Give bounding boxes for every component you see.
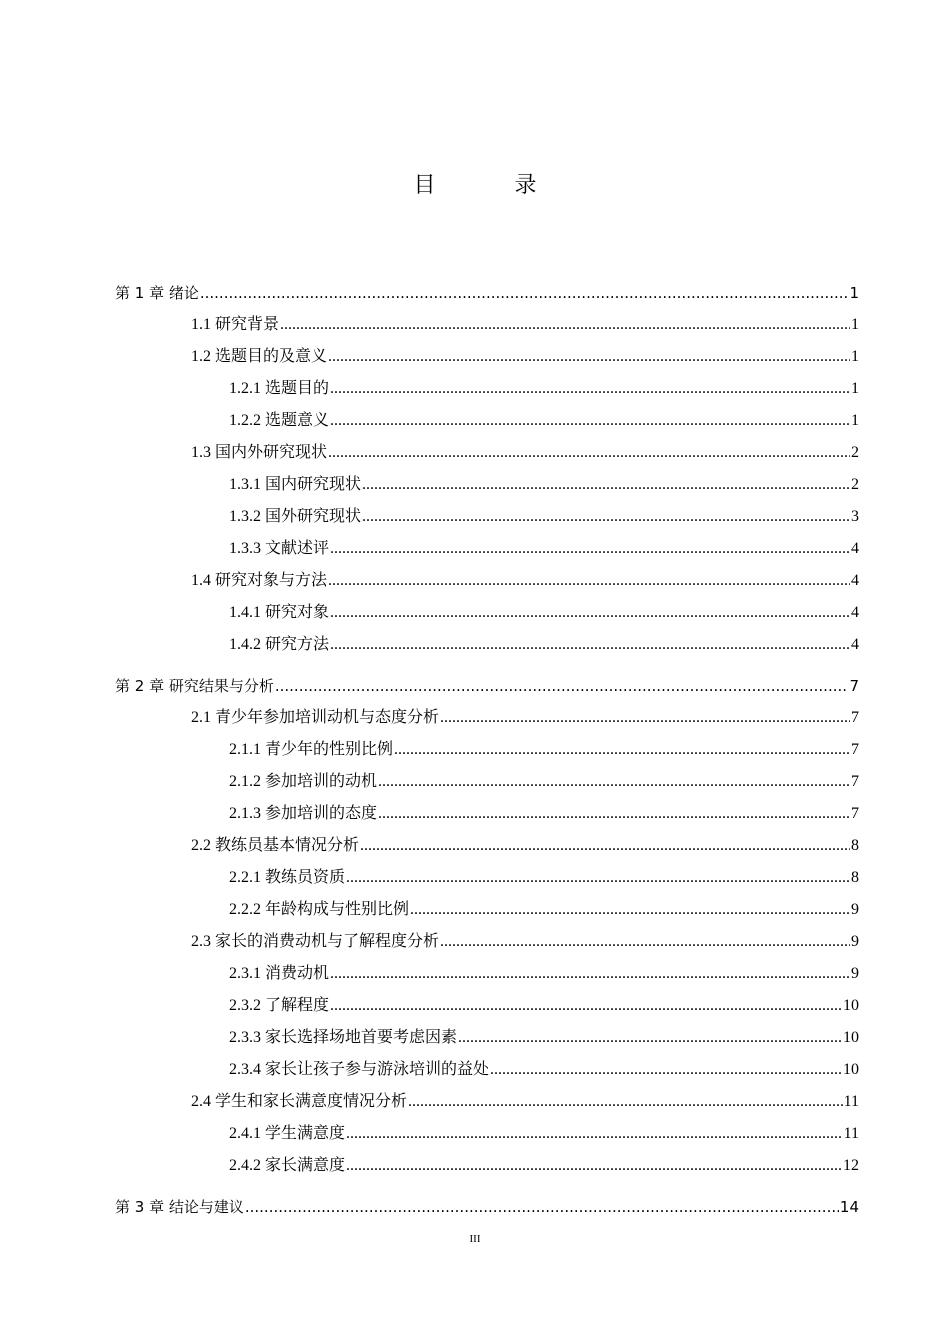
toc-entry-subsection[interactable] [115, 629, 859, 661]
toc-entry-subsection[interactable] [115, 1150, 859, 1182]
toc-entry-subsection[interactable] [115, 1054, 859, 1086]
toc-entry-page: 1 [849, 284, 859, 302]
toc-entry-page: 1 [851, 412, 859, 429]
toc-entry-subsection[interactable] [115, 798, 859, 830]
toc-dot-leader [328, 437, 850, 469]
toc-entry-label: 2.3.1 消费动机 [229, 965, 330, 982]
toc-entry-label: 1.2.1 选题目的 [229, 380, 330, 397]
toc-entry-label: 第 2 章 研究结果与分析 [115, 677, 274, 695]
toc-entry-page: 4 [851, 572, 859, 589]
toc-dot-leader [458, 1022, 842, 1054]
toc-entry-page: 7 [851, 805, 859, 822]
toc-entry-label: 2.4.2 家长满意度 [229, 1157, 346, 1174]
toc-dot-leader [362, 469, 850, 501]
toc-dot-leader [394, 734, 850, 766]
toc-entry-subsection[interactable] [115, 990, 859, 1022]
toc-entry-label: 2.1.1 青少年的性别比例 [229, 741, 394, 758]
toc-entry-section[interactable] [115, 309, 859, 341]
toc-entry-subsection[interactable] [115, 597, 859, 629]
toc-entry-page: 1 [851, 348, 859, 365]
toc-entry-subsection[interactable] [115, 734, 859, 766]
toc-entry-label: 1.3.1 国内研究现状 [229, 476, 362, 493]
toc-entry-page: 7 [851, 709, 859, 726]
toc-entry-page: 10 [843, 1029, 859, 1046]
toc-dot-leader [490, 1054, 842, 1086]
toc-entry-chapter-3[interactable] [115, 1191, 859, 1223]
toc-entry-page: 11 [843, 1125, 859, 1142]
toc-entry-page: 4 [851, 636, 859, 653]
toc-entry-label: 2.2.1 教练员资质 [229, 869, 346, 886]
toc-entry-label: 2.3.4 家长让孩子参与游泳培训的益处 [229, 1061, 490, 1078]
toc-dot-leader [330, 958, 850, 990]
toc-dot-leader [245, 1191, 839, 1223]
toc-entry-page: 9 [851, 933, 859, 950]
toc-entry-page: 12 [843, 1157, 859, 1174]
toc-entry-label: 第 1 章 绪论 [115, 284, 199, 302]
toc-dot-leader [328, 341, 850, 373]
page-number: III [469, 1233, 481, 1245]
toc-dot-leader [346, 1150, 842, 1182]
toc-entry-subsection[interactable] [115, 1022, 859, 1054]
toc-entry-subsection[interactable] [115, 501, 859, 533]
toc-entry-label: 1.4.1 研究对象 [229, 604, 330, 621]
toc-dot-leader [275, 670, 849, 702]
toc-dot-leader [328, 565, 850, 597]
toc-entry-page: 3 [851, 508, 859, 525]
toc-entry-subsection[interactable] [115, 469, 859, 501]
toc-dot-leader [378, 766, 850, 798]
toc-entry-page: 9 [851, 901, 859, 918]
toc-dot-leader [330, 373, 850, 405]
table-of-contents [115, 277, 859, 1223]
toc-entry-page: 1 [851, 380, 859, 397]
toc-dot-leader [440, 926, 850, 958]
toc-entry-chapter-2[interactable] [115, 670, 859, 702]
toc-dot-leader [378, 798, 850, 830]
toc-entry-subsection[interactable] [115, 766, 859, 798]
toc-entry-label: 1.3.2 国外研究现状 [229, 508, 362, 525]
toc-entry-subsection[interactable] [115, 958, 859, 990]
toc-entry-subsection[interactable] [115, 1118, 859, 1150]
toc-dot-leader [330, 629, 850, 661]
toc-entry-section[interactable] [115, 565, 859, 597]
toc-entry-subsection[interactable] [115, 894, 859, 926]
toc-entry-page: 7 [851, 773, 859, 790]
toc-entry-page: 7 [849, 677, 859, 695]
toc-entry-label: 1.3.3 文献述评 [229, 540, 330, 557]
toc-entry-section[interactable] [115, 341, 859, 373]
toc-entry-page: 11 [843, 1093, 859, 1110]
toc-entry-label: 1.1 研究背景 [191, 316, 280, 333]
toc-dot-leader [200, 277, 849, 309]
toc-entry-page: 2 [851, 444, 859, 461]
toc-dot-leader [408, 1086, 843, 1118]
toc-entry-subsection[interactable] [115, 373, 859, 405]
toc-dot-leader [440, 702, 850, 734]
toc-entry-section[interactable] [115, 1086, 859, 1118]
toc-entry-label: 1.2 选题目的及意义 [191, 348, 328, 365]
toc-entry-label: 1.4.2 研究方法 [229, 636, 330, 653]
toc-dot-leader [330, 597, 850, 629]
toc-entry-page: 14 [839, 1198, 859, 1216]
toc-dot-leader [410, 894, 850, 926]
toc-entry-page: 10 [843, 1061, 859, 1078]
toc-dot-leader [360, 830, 850, 862]
toc-entry-subsection[interactable] [115, 533, 859, 565]
toc-entry-subsection[interactable] [115, 405, 859, 437]
toc-entry-label: 1.2.2 选题意义 [229, 412, 330, 429]
toc-entry-section[interactable] [115, 702, 859, 734]
toc-entry-label: 2.4.1 学生满意度 [229, 1125, 346, 1142]
toc-entry-section[interactable] [115, 830, 859, 862]
toc-entry-section[interactable] [115, 437, 859, 469]
toc-dot-leader [280, 309, 850, 341]
toc-dot-leader [330, 990, 842, 1022]
toc-entry-page: 4 [851, 540, 859, 557]
toc-entry-page: 4 [851, 604, 859, 621]
toc-entry-label: 2.3 家长的消费动机与了解程度分析 [191, 933, 440, 950]
toc-entry-label: 2.3.2 了解程度 [229, 997, 330, 1014]
toc-dot-leader [346, 862, 850, 894]
toc-dot-leader [330, 533, 850, 565]
toc-entry-page: 9 [851, 965, 859, 982]
toc-entry-page: 2 [851, 476, 859, 493]
toc-dot-leader [330, 405, 850, 437]
toc-entry-chapter-1[interactable] [115, 277, 859, 309]
toc-dot-leader [346, 1118, 843, 1150]
toc-entry-page: 7 [851, 741, 859, 758]
toc-entry-label: 2.1.2 参加培训的动机 [229, 773, 378, 790]
toc-entry-label: 2.2 教练员基本情况分析 [191, 837, 360, 854]
toc-entry-page: 8 [851, 837, 859, 854]
toc-entry-label: 2.3.3 家长选择场地首要考虑因素 [229, 1029, 458, 1046]
toc-entry-page: 8 [851, 869, 859, 886]
toc-entry-label: 1.3 国内外研究现状 [191, 444, 328, 461]
toc-entry-label: 2.1.3 参加培训的态度 [229, 805, 378, 822]
toc-entry-label: 2.4 学生和家长满意度情况分析 [191, 1093, 408, 1110]
toc-entry-label: 2.1 青少年参加培训动机与态度分析 [191, 709, 440, 726]
toc-entry-label: 1.4 研究对象与方法 [191, 572, 328, 589]
toc-entry-label: 第 3 章 结论与建议 [115, 1198, 244, 1216]
toc-entry-subsection[interactable] [115, 862, 859, 894]
page-title: 目 录 [413, 173, 573, 198]
toc-entry-section[interactable] [115, 926, 859, 958]
toc-entry-label: 2.2.2 年龄构成与性别比例 [229, 901, 410, 918]
toc-entry-page: 10 [843, 997, 859, 1014]
toc-entry-page: 1 [851, 316, 859, 333]
toc-dot-leader [362, 501, 850, 533]
